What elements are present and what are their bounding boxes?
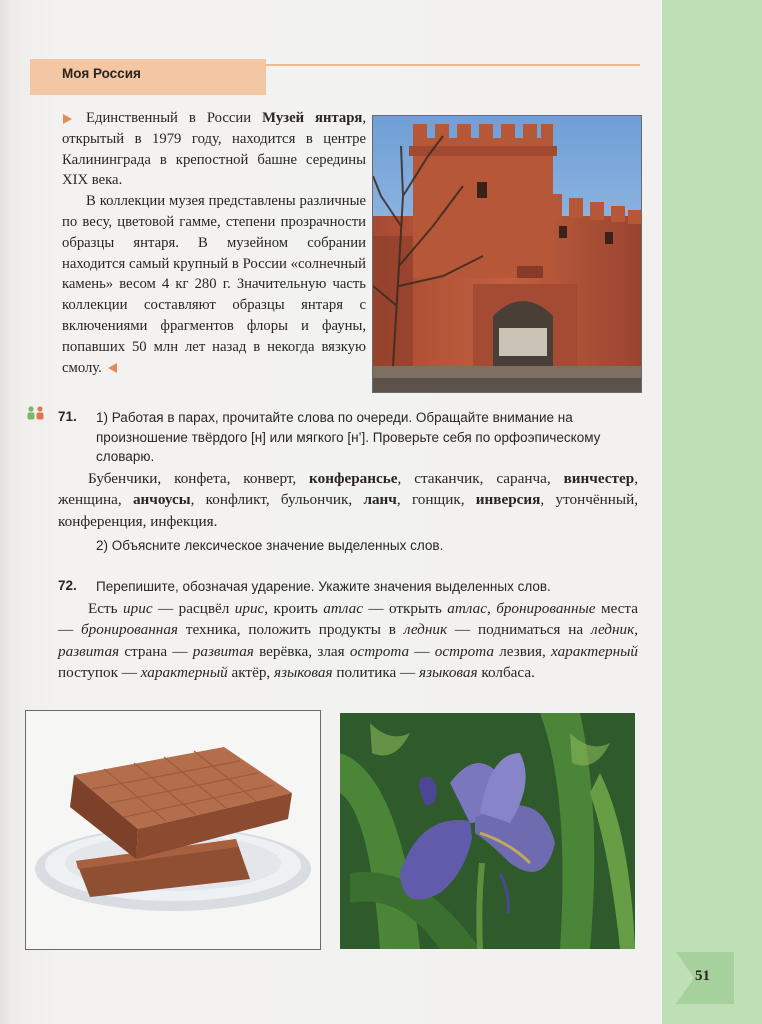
iris-photo [340, 713, 635, 949]
highlighted-word: бронированные [496, 600, 596, 617]
phrase-text: , [634, 621, 639, 639]
highlighted-word: ирис [123, 600, 153, 617]
phrase-text: — расцвёл [152, 600, 235, 617]
word-text: , стаканчик, саранча, [397, 470, 564, 487]
museum-p2-text: В коллекции музея представлены различные по весу, цветовой гамме, степени прозрачности образцы янтаря. В музейном собрании находится самый крупный в России «солнечный камень» весом 4 кг 280 г. Значительную часть коллекции составляют образцы янтаря с включениями фрагментов флоры и фауны, попавших 50 млн лет назад в некогда вязкую смолу. [62, 193, 366, 376]
museum-tower-illustration [373, 116, 641, 392]
exercise-72-phrases [58, 598, 638, 684]
section-heading: Моя Россия [62, 66, 141, 81]
highlighted-word: острота [349, 642, 410, 660]
exercise-71-task-1-text: 1) Работая в парах, прочитайте слова по очереди. Обращайте внимание на произношение твёрдого [н] или мягкого [н’]. Проверьте себя по орфоэпическому словарю. [96, 410, 601, 464]
side-color-band [662, 0, 762, 1024]
phrase-text: места — [58, 600, 638, 639]
highlighted-word: анчоусы [132, 491, 191, 509]
highlighted-word: бронированная [81, 621, 178, 639]
exercise-72-phrase-list [58, 598, 638, 684]
page-number: 51 [695, 968, 710, 984]
exercise-72-task: Перепишите, обозначая ударение. Укажите значения выделенных слов. [96, 579, 551, 594]
wafer-photo [25, 710, 321, 950]
word-text: Бубенчики, конфета, конверт, [88, 470, 310, 487]
phrase-text: верёвка, злая [253, 642, 350, 660]
museum-p1-text-b: , открытый в 1979 году, находится в центре Калининграда в крепостной башне середины XIX века. [62, 110, 366, 189]
highlighted-word: ирис [234, 600, 265, 617]
highlighted-word: атлас [447, 600, 487, 617]
phrase-text: поступок — [58, 664, 141, 682]
highlighted-word: развитая [58, 642, 120, 660]
highlighted-word: характерный [551, 642, 638, 660]
highlighted-word: ланч [363, 491, 397, 509]
highlighted-word: острота [434, 642, 494, 660]
phrase-text: колбаса. [477, 664, 535, 682]
exercise-72-number: 72. [58, 578, 77, 593]
triangle-left-icon [108, 363, 117, 373]
phrase-text: — открыть [362, 600, 448, 617]
phrase-text: Есть [88, 600, 124, 617]
exercise-71-word-list [58, 468, 638, 532]
exercise-71-task-2: 2) Объясните лексическое значение выделенных слов. [96, 538, 444, 553]
word-text: , утончённый, конференция, инфекция. [58, 491, 638, 530]
highlighted-word: ледник [590, 621, 635, 639]
museum-paragraph-1 [62, 108, 366, 191]
phrase-text: лезвия, [494, 642, 552, 660]
phrase-text: политика — [332, 664, 420, 682]
phrase-text: страна — [119, 642, 193, 660]
museum-p1-text-a: Единственный в России [86, 110, 263, 126]
highlighted-word: конферансье [309, 470, 398, 487]
pair-work-icon [26, 406, 46, 420]
phrase-text: — подниматься на [447, 621, 591, 639]
phrase-text: — [409, 642, 435, 660]
section-heading-rule [266, 64, 640, 66]
exercise-71-task-1 [96, 408, 638, 467]
iris-illustration [340, 713, 635, 949]
phrase-text: , [486, 600, 497, 617]
highlighted-word: развитая [192, 642, 254, 660]
museum-tower-photo [372, 115, 642, 393]
exercise-71-number: 71. [58, 409, 77, 424]
exercise-71-words [58, 468, 638, 532]
highlighted-word: ледник [403, 621, 448, 639]
highlighted-word: языковая [274, 664, 333, 682]
wafer-illustration [26, 711, 320, 949]
phrase-text: актёр, [227, 664, 275, 682]
museum-text-block [62, 108, 366, 378]
word-text: , женщина, [58, 470, 638, 509]
phrase-text: , кроить [264, 600, 324, 617]
word-text: , конфликт, бульончик, [190, 491, 364, 509]
word-text: , гонщик, [396, 491, 476, 509]
phrase-text: техника, положить продукты в [177, 621, 404, 639]
highlighted-word: языковая [419, 664, 478, 682]
museum-paragraph-2 [62, 191, 366, 378]
highlighted-word: характерный [140, 664, 228, 682]
highlighted-word: атлас [323, 600, 363, 617]
highlighted-word: винчестер [563, 470, 635, 487]
museum-p1-bold: Музей янтаря [262, 110, 363, 126]
highlighted-word: инверсия [475, 491, 541, 509]
